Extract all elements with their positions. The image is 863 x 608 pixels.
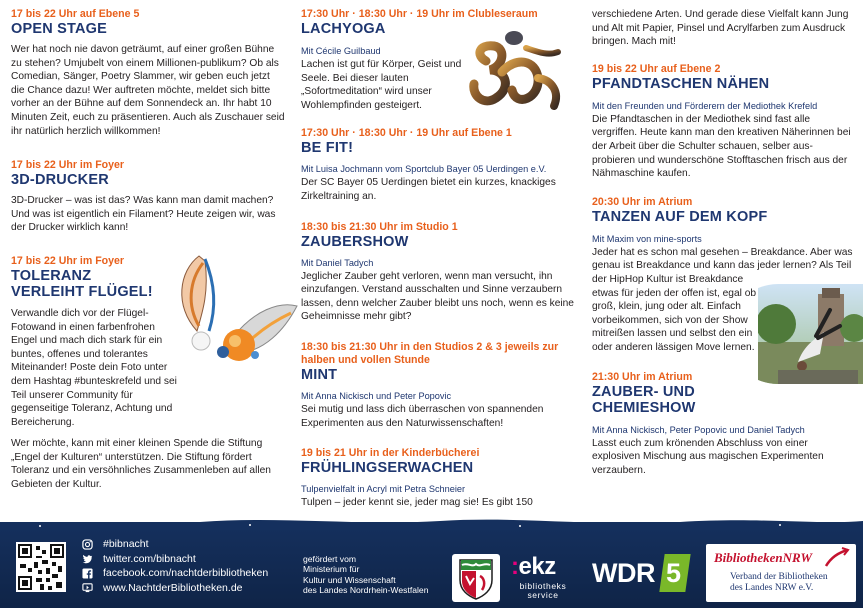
section-chemieshow — [592, 371, 854, 478]
social-label: facebook.com/nachtderbibliotheken — [103, 567, 269, 579]
event-description: Jeglicher Zauber geht verloren, wenn man versucht, ihn einzufangen. Verstand ausschalten und Sinne verzaubern lassen, denn welcher Zauber bleibt uns noch, wenn es keine Geheimnisse mehr gibt? — [301, 270, 574, 323]
event-description: Die Pfandtaschen in der Mediothek sind fast alle vergriffen. Heute kann man den kreativen Näherinnen bei der Arbeit über die Schulter schauen, selber aus-probieren und wunderschöne Stofftaschen frisch aus der Nähmaschine kaufen. — [592, 113, 851, 180]
bibliotheken-nrw-logo — [706, 544, 856, 602]
title-line: ZAUBER- UND — [592, 383, 695, 400]
section-fruehling-continued — [592, 8, 854, 49]
event-time: 19 bis 21 Uhr in der Kinderbücherei — [301, 447, 480, 460]
ekz-subline-1: bibliotheks — [519, 581, 567, 591]
event-description: Wer hat noch nie davon geträumt, auf einer großen Bühne zu stehen? Umjubelt von einem Millionen-publikum? Ob als Comedian, Sänger, Poetry Slammer, wir geben euch jetzt die Chance dazu! Wer auftreten möchte, meldet sich bitte vorher an der Bühne auf dem Sonnendeck an. Ihr habt 10 Minuten Zeit, euch zu präsentieren. Auch als Zuschauer seid ihr natürlich herzlich willkommen! — [11, 44, 285, 137]
paragraph-text: Verwandle dich vor der Flügel-Fotowand in einen farbenfrohen Engel und mach dich stark für ein buntes, offenes und tolerantes Miteinander! Poste dein Foto unter dem Hashtag #bunteskrefeld und sei Teil unserer Community für gegenseitige Toleranz, Achtung und Bereicherung. — [11, 307, 177, 428]
bib-subline — [730, 572, 828, 594]
section-zaubershow — [301, 221, 576, 324]
section-mint — [301, 341, 576, 430]
qr-code[interactable] — [16, 542, 66, 592]
paragraph-part: etwas für jeden der offen ist, egal ob groß, klein, jung oder alt. Einfach vorbeikommen, sich von der Show mitreißen lassen und selbst den ein oder anderen lässigen Move lernen. — [592, 287, 757, 353]
instagram-icon — [82, 539, 93, 550]
social-row-facebook[interactable] — [82, 566, 268, 581]
column-left — [11, 8, 286, 505]
social-row-twitter[interactable] — [82, 552, 268, 567]
funding-line: Ministerium für — [303, 564, 360, 575]
section-3d-drucker — [11, 159, 286, 235]
funding-line: Kultur und Wissenschaft — [303, 574, 396, 585]
nrw-coat-of-arms-icon — [452, 554, 500, 602]
event-host: Mit Daniel Tadych — [301, 257, 374, 268]
event-time: 17 bis 22 Uhr auf Ebene 5 — [11, 8, 140, 20]
paragraph: Wer möchte, kann mit einer kleinen Spende die Stiftung „Engel der Kulturen“ unterstützen. Die Stiftung fördert Toleranz und ein versöhnliches Zusammenleben auf allen Gebieten der Kultur. — [11, 438, 271, 491]
event-title: TANZEN AUF DEM KOPF — [592, 208, 768, 225]
event-time: 18:30 bis 21:30 Uhr im Studio 1 — [301, 220, 458, 233]
paragraph-part — [11, 307, 183, 429]
event-description: 3D-Drucker – was ist das? Was kann man damit machen? Und was ist eigentlich ein Filament? Heute zeigen wir, was der Drucker wirklich kann! — [11, 195, 276, 234]
title-line: TOLERANZ — [11, 267, 92, 284]
event-title — [592, 384, 854, 416]
bib-swoosh-icon — [824, 546, 850, 568]
event-host: Mit Luisa Jochmann vom Sportclub Bayer 05 Uerdingen e.V. — [301, 164, 547, 175]
social-label: #bibnacht — [103, 538, 149, 550]
social-links — [82, 537, 268, 595]
event-description: Tulpen – jeder kennt sie, jeder mag sie! Es gibt 150 — [301, 497, 533, 509]
bib-subline-2: des Landes NRW e.V. — [730, 583, 814, 593]
event-title: BE FIT! — [301, 140, 354, 157]
wdr-wordmark: WDR — [592, 558, 655, 588]
event-title: FRÜHLINGSERWACHEN — [301, 460, 474, 477]
event-time: 19 bis 22 Uhr auf Ebene 2 — [592, 62, 721, 75]
breakdancer-photo — [758, 284, 863, 384]
event-host: Mit Anna Nickisch, Peter Popovic und Daniel Tadych — [592, 424, 805, 435]
event-time: 21:30 Uhr im Atrium — [592, 370, 693, 383]
section-tanzen — [592, 196, 854, 355]
event-host: Mit Maxim von mine-sports — [592, 233, 702, 244]
ekz-wordmark: :ekz — [511, 553, 556, 580]
wings-illustration — [169, 251, 299, 366]
event-description: Sei mutig und lass dich überraschen von spannenden Experimenten aus den Naturwissenschaften! — [301, 403, 544, 429]
event-time: 20:30 Uhr im Atrium — [592, 195, 693, 208]
funding-line: des Landes Nordrhein-Westfalen — [303, 585, 429, 596]
event-time: 17:30 Uhr · 18:30 Uhr · 19 Uhr im Clubleseraum — [301, 8, 538, 20]
social-label: twitter.com/bibnacht — [103, 552, 196, 565]
twitter-icon — [82, 553, 93, 564]
web-icon — [82, 582, 93, 593]
funding-line: gefördert vom — [303, 554, 357, 564]
event-description: Lasst euch zum krönenden Abschluss von einer explosiven Mischung aus magischen Experimenten verzaubern. — [592, 437, 824, 476]
section-toleranz — [11, 255, 286, 492]
column-right — [592, 8, 854, 490]
footer — [0, 522, 863, 608]
section-fruehlingserwachen — [301, 447, 576, 510]
wdr5-number: 5 — [666, 558, 682, 588]
nrw-logo — [452, 554, 500, 602]
section-be-fit — [301, 127, 576, 203]
section-open-stage — [11, 8, 286, 138]
column-middle — [301, 8, 576, 523]
event-description: Lachen ist gut für Körper, Geist und Seele. Bei dieser lauten „Sofortmeditation“ wird unser Wohlempfinden gesteigert. — [301, 59, 462, 111]
social-row-instagram[interactable] — [82, 537, 268, 552]
event-title: 3D-DRUCKER — [11, 172, 109, 189]
ekz-letters: ekz — [518, 553, 556, 580]
om-symbol-illustration — [466, 26, 566, 126]
bib-subline-1: Verband der Bibliotheken — [730, 572, 828, 582]
event-time: 18:30 bis 21:30 Uhr in den Studios 2 & 3 jeweils zur halben und vollen Stunde — [301, 340, 559, 366]
footer-wave-edge — [0, 516, 863, 530]
event-description: Der SC Bayer 05 Uerdingen bietet ein kurzes, knackiges Zirkeltraining an. — [301, 177, 556, 202]
section-lachyoga — [301, 8, 576, 112]
event-host: Tulpenvielfalt in Acryl mit Petra Schneier — [301, 484, 466, 495]
event-description-continued: verschiedene Arten. Und gerade diese Vielfalt kann Jung und Alt mit Papier, Pinsel und Acrylfarben zum Ausdruck bringen. Mach mit! — [592, 9, 849, 48]
ekz-logo — [511, 554, 575, 602]
title-line: CHEMIESHOW — [592, 399, 696, 416]
section-pfandtaschen — [592, 63, 854, 181]
social-label: www.NachtderBibliotheken.de — [103, 581, 243, 594]
event-title: LACHYOGA — [301, 21, 386, 37]
event-time: 17:30 Uhr · 18:30 Uhr · 19 Uhr auf Ebene 1 — [301, 127, 512, 140]
bib-wordmark: BibliothekenNRW — [714, 550, 813, 565]
event-title: OPEN STAGE — [11, 21, 107, 37]
event-host: Mit Cécile Guilbaud — [301, 46, 381, 56]
event-time: 17 bis 22 Uhr im Foyer — [11, 159, 125, 172]
event-title: MINT — [301, 366, 338, 383]
event-time: 17 bis 22 Uhr im Foyer — [11, 254, 125, 267]
paragraph-part: Jeder hat es schon mal gesehen – Breakdance. Aber was genau ist Breakdance und kann das jeder lernen? Als Teil der HipHop Kultur ist Breakdance — [592, 246, 853, 285]
title-line: VERLEIHT FLÜGEL! — [11, 283, 153, 300]
social-row-web[interactable] — [82, 581, 268, 596]
event-title: ZAUBERSHOW — [301, 233, 409, 250]
ekz-subline-2: service — [527, 590, 559, 600]
event-host: Mit den Freunden und Förderern der Mediothek Krefeld — [592, 100, 818, 111]
event-host: Mit Anna Nickisch und Peter Popovic — [301, 390, 452, 401]
funding-note — [303, 554, 463, 596]
ekz-subline — [511, 582, 575, 600]
wdr5-logo — [592, 554, 692, 594]
facebook-icon — [82, 568, 93, 579]
event-title: PFANDTASCHEN NÄHEN — [592, 75, 770, 92]
